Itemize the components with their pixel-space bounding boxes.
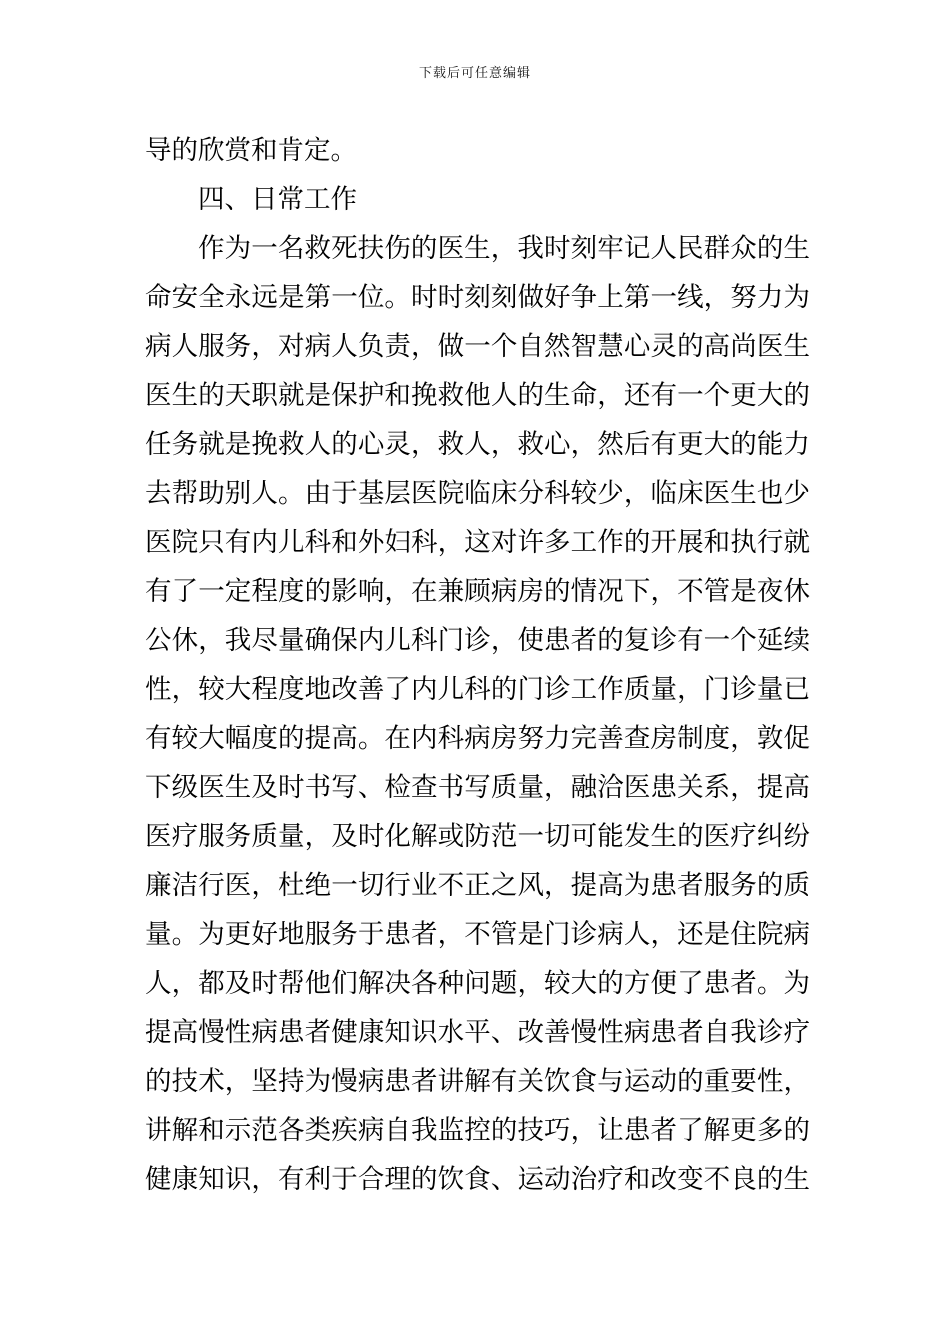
text-line: 健康知识，有利于合理的饮食、运动治疗和改变不良的生: [145, 1164, 810, 1195]
page-header-note: 下载后可任意编辑: [418, 66, 531, 81]
text-line: 病人服务，对病人负责，做一个自然智慧心灵的高尚医生: [145, 331, 810, 362]
text-line: 导的欣赏和肯定。: [145, 135, 357, 166]
text-line: 量。为更好地服务于患者，不管是门诊病人，还是住院病: [145, 919, 810, 950]
text-line: 下级医生及时书写、检查书写质量，融洽医患关系，提高: [145, 772, 810, 803]
text-line: 人，都及时帮他们解决各种问题，较大的方便了患者。为: [145, 968, 810, 999]
text-line: 医疗服务质量，及时化解或防范一切可能发生的医疗纠纷: [145, 821, 810, 852]
text-line: 医生的天职就是保护和挽救他人的生命，还有一个更大的: [145, 380, 810, 411]
text-line: 廉洁行医，杜绝一切行业不正之风，提高为患者服务的质: [145, 870, 810, 901]
text-line: 命安全永远是第一位。时时刻刻做好争上第一线，努力为: [145, 282, 810, 313]
text-line: 医院只有内儿科和外妇科，这对许多工作的开展和执行就: [145, 527, 810, 558]
section-heading: 四、日常工作: [198, 184, 357, 215]
text-line: 讲解和示范各类疾病自我监控的技巧，让患者了解更多的: [145, 1115, 810, 1146]
document-body: [145, 126, 810, 1204]
text-line: 的技术，坚持为慢病患者讲解有关饮食与运动的重要性，: [145, 1066, 810, 1097]
text-line: 公休，我尽量确保内儿科门诊，使患者的复诊有一个延续: [145, 625, 810, 656]
text-line: 性，较大程度地改善了内儿科的门诊工作质量，门诊量已: [145, 674, 810, 705]
text-line: 作为一名救死扶伤的医生，我时刻牢记人民群众的生: [198, 233, 810, 264]
text-line: 有了一定程度的影响，在兼顾病房的情况下，不管是夜休: [145, 576, 810, 607]
text-line: 有较大幅度的提高。在内科病房努力完善查房制度，敦促: [145, 723, 810, 754]
text-line: 提高慢性病患者健康知识水平、改善慢性病患者自我诊疗: [145, 1017, 810, 1048]
text-line: 去帮助别人。由于基层医院临床分科较少，临床医生也少: [145, 478, 810, 509]
text-line: 任务就是挽救人的心灵，救人，救心，然后有更大的能力: [145, 429, 810, 460]
